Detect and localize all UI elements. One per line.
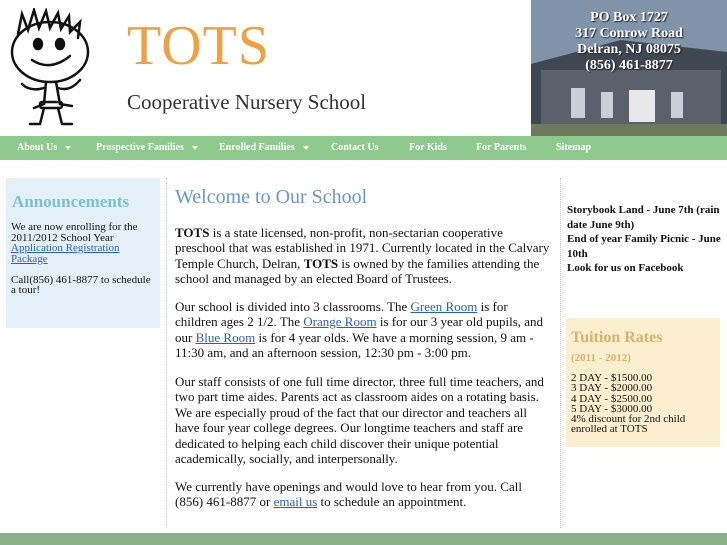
kid-drawing-logo [6, 8, 96, 128]
nav-for-parents[interactable] [476, 136, 526, 160]
tots-bold: TOTS [175, 225, 210, 240]
site-subtitle: Cooperative Nursery School [127, 90, 367, 114]
rate-item: 4 DAY - $2500.00 [571, 392, 653, 405]
nav-label: Sitemap [556, 142, 591, 153]
application-link[interactable]: Application Registration Package [11, 242, 120, 265]
email-us-link[interactable]: email us [273, 494, 318, 510]
nav-label: About Us [17, 142, 58, 153]
column-divider [560, 178, 561, 528]
nav-label: For Kids [409, 142, 447, 153]
page-title: Welcome to Our School [175, 186, 368, 208]
address-block [531, 10, 727, 74]
classrooms-text: is for children ages 2 1/2. The [175, 299, 508, 330]
announcements-text [11, 222, 157, 296]
nav-prospective-families[interactable] [96, 136, 198, 160]
nav-label: Contact Us [331, 142, 379, 153]
orange-room-link[interactable]: Orange Room [303, 314, 377, 330]
tuition-title: Tuition Rates [571, 329, 663, 346]
school-building-photo [531, 0, 727, 136]
staff-paragraph: Our staff consists of one full time director, three full time teachers, and two part time aides. Parents act as classroom aides on a rotating basis. We are especially proud of the fact that our director and teachers all have four year college degrees. Our longtime teachers and staff are dedicated to helping each child discover their unique potential academically, socially, and interpersonally. [175, 374, 544, 467]
tuition-years: (2011 - 2012) [571, 352, 631, 364]
blue-room-link[interactable]: Blue Room [195, 329, 256, 345]
main-navigation [0, 136, 727, 160]
footer-photo-strip [0, 533, 727, 545]
site-title: TOTS [127, 15, 270, 77]
classrooms-text: Our school is divided into 3 classrooms. The [175, 299, 411, 314]
rate-item: 5 DAY - $3000.00 [571, 402, 653, 415]
event-item: End of year Family Picnic - June 10th [567, 233, 721, 260]
intro-text: is a state licensed, non-profit, non-sectarian cooperative preschool that was established in 1971. Currently located in the Calvary Temple Church, Delran, [175, 225, 550, 271]
call-text: Call(856) 461-8877 to schedule a tour! [11, 273, 151, 296]
nav-contact-us[interactable] [331, 136, 379, 160]
tots-bold: TOTS [303, 255, 339, 271]
green-room-link[interactable]: Green Room [410, 299, 478, 314]
intro-paragraph [175, 225, 553, 287]
address-line: PO Box 1727 [590, 10, 668, 25]
enroll-text: We are now enrolling for the 2011/2012 School Year [11, 221, 138, 244]
contact-text: We currently have openings and would love to hear from you. Call (856) 461-8877 or [175, 479, 522, 510]
nav-for-kids[interactable] [409, 136, 447, 160]
classrooms-text: is for 4 year olds. We have a morning session, 9 am - 11:30 am, and an afternoon session, 12:30 pm - 3:00 pm. [175, 329, 534, 361]
discount-note: 4% discount for 2nd child enrolled at TOTS [571, 413, 686, 436]
nav-about-us[interactable] [17, 136, 71, 160]
rate-item: 3 DAY - $2000.00 [571, 382, 653, 395]
facebook-link[interactable]: Look for us on Facebook [567, 262, 684, 274]
event-item: Storybook Land - June 7th (rain date June 9th) [567, 204, 720, 231]
chevron-down-icon [303, 146, 309, 150]
tuition-rate-list [571, 373, 717, 435]
nav-enrolled-families[interactable] [219, 136, 309, 160]
phone-number: (856) 461-8877 [585, 58, 673, 73]
address-line: Delran, NJ 08075 [577, 42, 681, 57]
classrooms-text: is for our 3 year old pupils, and our [175, 314, 544, 345]
events-list [567, 203, 724, 276]
contact-paragraph [175, 479, 553, 510]
tuition-rates-box [566, 318, 720, 447]
contact-text: to schedule an appointment. [317, 494, 467, 510]
address-line: 317 Conrow Road [575, 26, 683, 41]
nav-label: Prospective Families [96, 142, 184, 153]
nav-label: Enrolled Families [219, 142, 295, 153]
announcements-box [6, 178, 160, 328]
announcements-title: Announcements [12, 192, 130, 211]
nav-sitemap[interactable] [556, 136, 591, 160]
intro-text: is owned by the families attending the school and managed by an elected Board of Trustees. [175, 255, 540, 287]
site-header [0, 0, 727, 136]
chevron-down-icon [65, 146, 71, 150]
chevron-down-icon [192, 146, 198, 150]
nav-label: For Parents [476, 142, 527, 153]
column-divider [166, 178, 167, 528]
main-content [175, 183, 553, 510]
rate-item: 2 DAY - $1500.00 [571, 372, 653, 384]
classrooms-paragraph [175, 299, 553, 361]
